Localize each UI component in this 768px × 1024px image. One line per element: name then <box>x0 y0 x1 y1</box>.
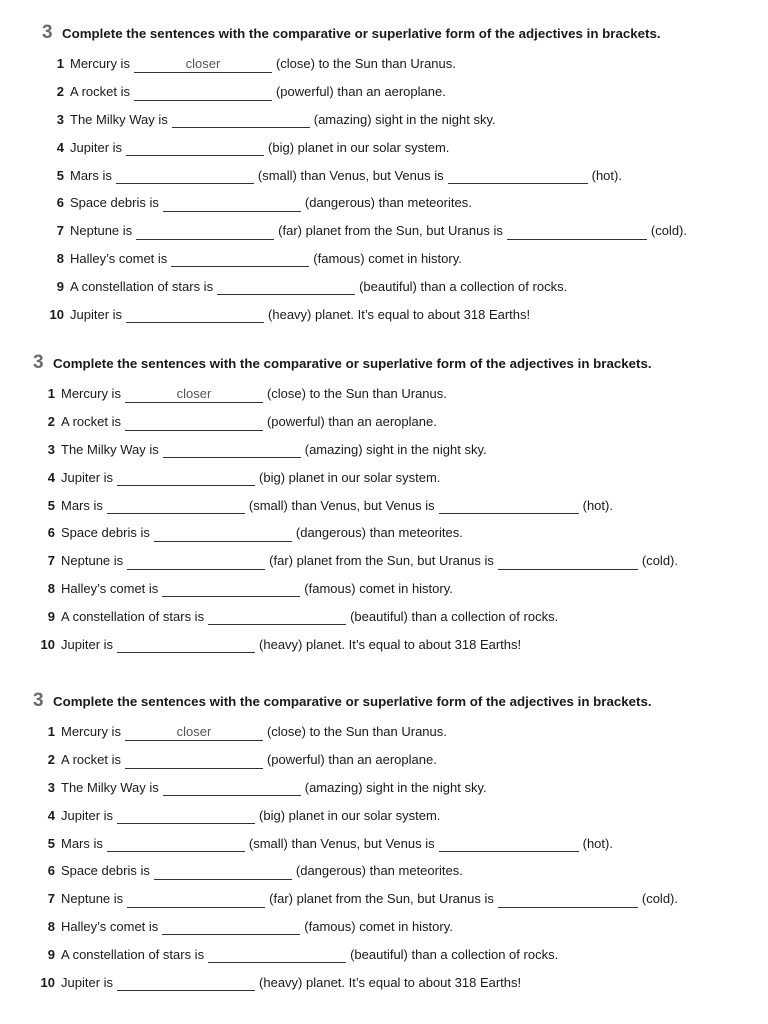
answer-blank[interactable] <box>154 526 292 542</box>
sentence-text: Space debris is <box>61 525 150 541</box>
sentence-text: (dangerous) than meteorites. <box>295 863 463 879</box>
sentence-text: (far) planet from the Sun, but Uranus is <box>278 223 503 239</box>
sentence-text: (beautiful) than a collection of rocks. <box>359 278 568 294</box>
sentence-text: (close) to the Sun than Uranus. <box>266 386 447 402</box>
sentence-text: (cold). <box>641 553 678 569</box>
sentence-text: (small) than Venus, but Venus is <box>248 497 435 513</box>
exercise-item <box>33 940 733 968</box>
answer-blank[interactable] <box>439 836 579 852</box>
exercise-number: 3 <box>42 22 53 43</box>
sentence-text: Neptune is <box>61 891 124 907</box>
exercise-instruction: Complete the sentences with the comparative or superlative form of the adjectives in brackets. <box>53 694 652 709</box>
exercise-item <box>33 801 733 829</box>
answer-blank[interactable] <box>162 919 300 935</box>
item-number: 6 <box>47 525 55 541</box>
exercise-item <box>33 718 733 746</box>
item-number: 10 <box>49 306 64 322</box>
sentence-text: A rocket is <box>61 414 121 430</box>
sentence-text: (famous) comet in history. <box>313 250 462 266</box>
sentence-text: (small) than Venus, but Venus is <box>248 835 435 851</box>
answer-blank[interactable] <box>439 498 579 514</box>
sentence-text: Mercury is <box>61 724 121 740</box>
answer-blank[interactable] <box>116 168 254 184</box>
exercise-item <box>42 245 742 273</box>
answer-blank-filled[interactable]: closer <box>125 725 263 741</box>
item-list <box>42 50 742 328</box>
item-number: 2 <box>47 752 55 768</box>
exercise-1 <box>42 22 742 328</box>
sentence-text: A rocket is <box>70 84 130 100</box>
answer-blank[interactable] <box>171 251 309 267</box>
answer-blank-filled[interactable]: closer <box>134 57 272 73</box>
sentence-text: Mars is <box>61 835 103 851</box>
sentence-text: (big) planet in our solar system. <box>268 139 450 155</box>
sentence-text: Halley’s comet is <box>61 918 159 934</box>
sentence-text: (close) to the Sun than Uranus. <box>275 56 456 72</box>
answer-blank[interactable] <box>126 307 264 323</box>
answer-blank[interactable] <box>172 112 310 128</box>
answer-blank[interactable] <box>136 224 274 240</box>
answer-blank[interactable] <box>117 637 255 653</box>
sentence-text: Halley’s comet is <box>61 580 159 596</box>
exercise-item <box>33 380 733 408</box>
exercise-item <box>33 602 733 630</box>
item-number: 4 <box>47 807 55 823</box>
sentence-text: (dangerous) than meteorites. <box>304 195 472 211</box>
exercise-item <box>42 78 742 106</box>
sentence-text: (far) planet from the Sun, but Uranus is <box>269 891 494 907</box>
exercise-item <box>42 50 742 78</box>
sentence-text: (hot). <box>582 835 613 851</box>
sentence-text: (big) planet in our solar system. <box>259 469 441 485</box>
answer-blank[interactable] <box>154 864 292 880</box>
answer-blank[interactable] <box>498 554 638 570</box>
sentence-text: (heavy) planet. It’s equal to about 318 Earths! <box>268 306 531 322</box>
item-number: 7 <box>56 223 64 239</box>
sentence-text: (amazing) sight in the night sky. <box>313 111 496 127</box>
answer-blank[interactable] <box>507 224 647 240</box>
answer-blank[interactable] <box>127 892 265 908</box>
answer-blank[interactable] <box>162 581 300 597</box>
item-number: 1 <box>47 386 55 402</box>
sentence-text: (amazing) sight in the night sky. <box>304 779 487 795</box>
exercise-item <box>33 491 733 519</box>
exercise-item <box>33 968 733 996</box>
answer-blank[interactable] <box>127 554 265 570</box>
answer-blank[interactable] <box>117 470 255 486</box>
exercise-item <box>33 829 733 857</box>
exercise-item <box>33 408 733 436</box>
exercise-header <box>33 352 733 374</box>
exercise-item <box>42 161 742 189</box>
exercise-item <box>33 547 733 575</box>
sentence-text: Mercury is <box>61 386 121 402</box>
item-number: 9 <box>47 946 55 962</box>
answer-blank[interactable] <box>117 808 255 824</box>
item-number: 2 <box>56 84 64 100</box>
item-number: 5 <box>47 835 55 851</box>
sentence-text: (heavy) planet. It’s equal to about 318 Earths! <box>259 974 522 990</box>
exercise-item <box>33 746 733 774</box>
exercise-header <box>33 690 733 712</box>
exercise-item <box>33 885 733 913</box>
exercise-item <box>42 189 742 217</box>
item-number: 7 <box>47 553 55 569</box>
item-number: 6 <box>56 195 64 211</box>
exercise-item <box>33 774 733 802</box>
sentence-text: (beautiful) than a collection of rocks. <box>350 946 559 962</box>
exercise-item <box>42 217 742 245</box>
sentence-text: (amazing) sight in the night sky. <box>304 441 487 457</box>
sentence-text: Mercury is <box>70 56 130 72</box>
sentence-text: A constellation of stars is <box>70 278 214 294</box>
sentence-text: (cold). <box>641 891 678 907</box>
exercise-item <box>42 106 742 134</box>
sentence-text: Halley’s comet is <box>70 250 168 266</box>
answer-blank[interactable] <box>107 836 245 852</box>
answer-blank[interactable] <box>163 780 301 796</box>
sentence-text: (beautiful) than a collection of rocks. <box>350 608 559 624</box>
sentence-text: (cold). <box>650 223 687 239</box>
exercise-item <box>42 133 742 161</box>
sentence-text: Jupiter is <box>61 974 114 990</box>
exercise-header <box>42 22 742 44</box>
sentence-text: Space debris is <box>70 195 159 211</box>
sentence-text: (close) to the Sun than Uranus. <box>266 724 447 740</box>
exercise-item <box>33 519 733 547</box>
exercise-number: 3 <box>33 690 44 711</box>
sentence-text: (small) than Venus, but Venus is <box>257 167 444 183</box>
sentence-text: (powerful) than an aeroplane. <box>266 752 437 768</box>
answer-blank[interactable] <box>163 196 301 212</box>
item-number: 8 <box>47 918 55 934</box>
answer-blank[interactable] <box>134 85 272 101</box>
sentence-text: Jupiter is <box>70 139 123 155</box>
item-number: 1 <box>56 56 64 72</box>
sentence-text: (hot). <box>582 497 613 513</box>
item-number: 3 <box>56 111 64 127</box>
item-number: 10 <box>40 974 55 990</box>
exercise-item <box>33 575 733 603</box>
sentence-text: The Milky Way is <box>61 441 159 457</box>
answer-blank-filled[interactable]: closer <box>125 387 263 403</box>
item-number: 5 <box>56 167 64 183</box>
sentence-text: (powerful) than an aeroplane. <box>266 414 437 430</box>
item-list <box>33 718 733 996</box>
sentence-text: Neptune is <box>70 223 133 239</box>
answer-blank[interactable] <box>498 892 638 908</box>
answer-blank[interactable] <box>125 415 263 431</box>
sentence-text: (far) planet from the Sun, but Uranus is <box>269 553 494 569</box>
sentence-text: Jupiter is <box>61 469 114 485</box>
sentence-text: (famous) comet in history. <box>304 918 453 934</box>
sentence-text: (dangerous) than meteorites. <box>295 525 463 541</box>
item-number: 1 <box>47 724 55 740</box>
sentence-text: Space debris is <box>61 863 150 879</box>
exercise-instruction: Complete the sentences with the comparative or superlative form of the adjectives in brackets. <box>53 356 652 371</box>
sentence-text: The Milky Way is <box>70 111 168 127</box>
answer-blank[interactable] <box>208 609 346 625</box>
item-number: 10 <box>40 636 55 652</box>
item-number: 9 <box>47 608 55 624</box>
item-number: 4 <box>47 469 55 485</box>
sentence-text: (heavy) planet. It’s equal to about 318 Earths! <box>259 636 522 652</box>
answer-blank[interactable] <box>125 753 263 769</box>
exercise-2 <box>33 352 733 658</box>
sentence-text: Mars is <box>61 497 103 513</box>
item-number: 3 <box>47 779 55 795</box>
item-number: 2 <box>47 414 55 430</box>
sentence-text: The Milky Way is <box>61 779 159 795</box>
exercise-item <box>33 913 733 941</box>
sentence-text: (famous) comet in history. <box>304 580 453 596</box>
item-list <box>33 380 733 658</box>
sentence-text: Mars is <box>70 167 112 183</box>
exercise-item <box>42 300 742 328</box>
item-number: 9 <box>56 278 64 294</box>
item-number: 7 <box>47 891 55 907</box>
item-number: 6 <box>47 863 55 879</box>
sentence-text: A constellation of stars is <box>61 608 205 624</box>
sentence-text: Jupiter is <box>70 306 123 322</box>
answer-blank[interactable] <box>126 140 264 156</box>
sentence-text: (powerful) than an aeroplane. <box>275 84 446 100</box>
answer-blank[interactable] <box>217 279 355 295</box>
exercise-item <box>42 272 742 300</box>
sentence-text: (big) planet in our solar system. <box>259 807 441 823</box>
sentence-text: Jupiter is <box>61 636 114 652</box>
answer-blank[interactable] <box>163 442 301 458</box>
answer-blank[interactable] <box>107 498 245 514</box>
exercise-3 <box>33 690 733 996</box>
answer-blank[interactable] <box>448 168 588 184</box>
sentence-text: Neptune is <box>61 553 124 569</box>
exercise-item <box>33 463 733 491</box>
item-number: 5 <box>47 497 55 513</box>
exercise-item <box>33 857 733 885</box>
exercise-number: 3 <box>33 352 44 373</box>
exercise-item <box>33 630 733 658</box>
sentence-text: A constellation of stars is <box>61 946 205 962</box>
exercise-instruction: Complete the sentences with the comparative or superlative form of the adjectives in brackets. <box>62 26 661 41</box>
answer-blank[interactable] <box>208 947 346 963</box>
exercise-item <box>33 436 733 464</box>
sentence-text: A rocket is <box>61 752 121 768</box>
item-number: 8 <box>47 580 55 596</box>
answer-blank[interactable] <box>117 975 255 991</box>
sentence-text: Jupiter is <box>61 807 114 823</box>
item-number: 8 <box>56 250 64 266</box>
item-number: 4 <box>56 139 64 155</box>
item-number: 3 <box>47 441 55 457</box>
sentence-text: (hot). <box>591 167 622 183</box>
